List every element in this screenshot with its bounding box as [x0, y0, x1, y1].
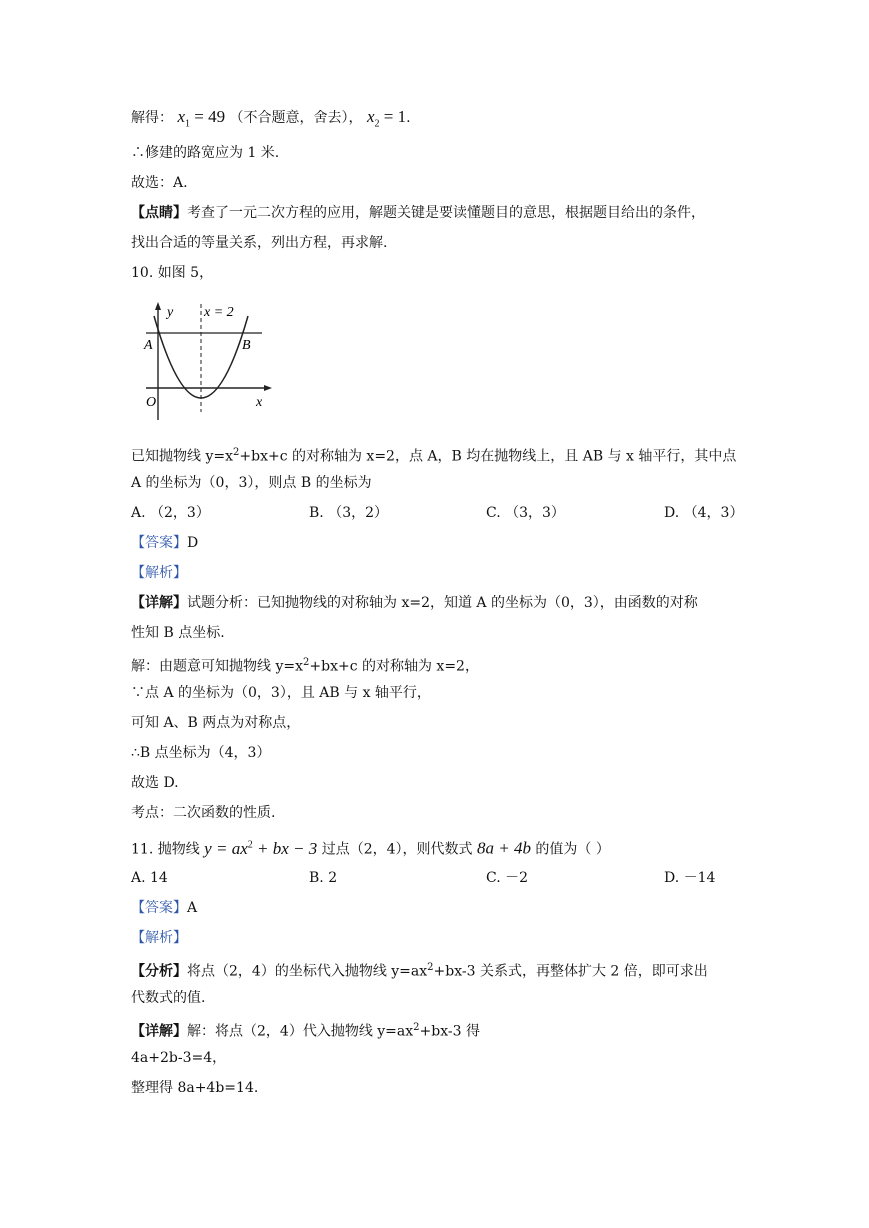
detail-tag: 【详解】: [131, 1023, 187, 1040]
point-a-label: A: [144, 338, 153, 353]
q11-expression: 8a + 4b: [476, 838, 531, 858]
q10-detail-1: 【详解】试题分析：已知抛物线的对称轴为 x=2，知道 A 的坐标为（0，3），由函数的对称: [131, 595, 698, 611]
q11-fenxi-2: 代数式的值.: [131, 990, 206, 1006]
solve-prefix: 解得：: [131, 110, 173, 126]
q11-option-b: B. 2: [309, 870, 338, 886]
fenxi-tag: 【分析】: [131, 963, 187, 980]
q10-solution-2: ∵点 A 的坐标为（0，3），且 AB 与 x 轴平行，: [131, 685, 431, 701]
solution-line: 解得： $x_1 = 49$ （不合题意，舍去）， $x_2 = 1$.: [131, 107, 411, 130]
q10-option-b: B. （3，2）: [309, 505, 389, 521]
q10-option-a: A. （2，3）: [131, 505, 210, 521]
x1-note: （不合题意，舍去），: [229, 110, 363, 126]
x-label: x: [256, 395, 263, 410]
q10-solution-4: ∴B 点坐标为（4，3）: [131, 745, 271, 761]
q10-option-d: D. （4，3）: [664, 505, 744, 521]
choice-line: 故选：A.: [131, 175, 188, 191]
q11-detail-1: 【详解】解：将点（2，4）代入抛物线 $y=ax^2+bx-3$ 得: [131, 1022, 480, 1040]
q11-option-d: D. －14: [664, 870, 716, 886]
q10-answer: 【答案】D: [131, 535, 199, 551]
q11-equation-1: 4a+2b-3=4，: [131, 1050, 227, 1066]
q11-formula: $y = ax^2$ + bx − 3: [204, 838, 318, 858]
q11-option-a: A. 14: [131, 870, 168, 886]
axis-label: x = 2: [204, 305, 234, 320]
q10-topic: 考点：二次函数的性质.: [131, 805, 276, 821]
q10-choice: 故选 D.: [131, 775, 179, 791]
therefore-line: ∴修建的路宽应为 1 米.: [131, 145, 280, 161]
q11-fenxi-1: 【分析】将点（2，4）的坐标代入抛物线 $y=ax^2+bx-3$ 关系式，再整体扩大 2 倍，即可求出: [131, 962, 708, 980]
q11-equation-2: 整理得 8a+4b=14.: [131, 1080, 259, 1096]
x-axis-arrow: [264, 385, 272, 391]
q10-solution-3: 可知 A、B 两点为对称点，: [131, 715, 301, 731]
point-b-label: B: [242, 338, 251, 353]
q10-solution-1: 解：由题意可知抛物线 $y=x^2+bx+c$ 的对称轴为 x=2，: [131, 657, 479, 675]
answer-tag: 【答案】: [131, 535, 187, 551]
q10-analysis-tag: 【解析】: [131, 565, 187, 581]
q10-detail-2: 性知 B 点坐标.: [131, 625, 225, 641]
x2-formula: $x_2 = 1$: [367, 107, 407, 130]
comment-line-1: 【点睛】考查了一元二次方程的应用，解题关键是要读懂题目的意思，根据题目给出的条件，: [131, 205, 705, 221]
parabola-figure: [140, 300, 280, 422]
answer-tag: 【答案】: [131, 900, 187, 916]
y-axis-arrow: [155, 302, 161, 310]
y-label: y: [167, 305, 174, 320]
comment-line-2: 找出合适的等量关系，列出方程，再求解.: [131, 235, 388, 251]
q11-stem: 11. 抛物线 $y = ax^2$ + bx − 3 过点（2，4），则代数式 8a + 4b 的值为（ ）: [131, 838, 610, 858]
q11-option-c: C. －2: [486, 870, 529, 886]
q11-answer: 【答案】A: [131, 900, 198, 916]
q10-intro: 10. 如图 5，: [131, 265, 214, 281]
q10-stem-1: 已知抛物线 $y=x^2+bx+c$ 的对称轴为 x=2，点 A，B 均在抛物线上，且 AB 与 x 轴平行，其中点: [131, 447, 737, 465]
x1-formula: $x_1 = 49$: [177, 107, 226, 130]
comment-tag: 【点睛】: [131, 205, 187, 221]
q10-option-c: C. （3，3）: [486, 505, 565, 521]
origin-label: O: [146, 395, 157, 410]
q10-stem-2: A 的坐标为（0，3），则点 B 的坐标为: [131, 475, 372, 491]
q11-analysis-tag: 【解析】: [131, 930, 187, 946]
detail-tag: 【详解】: [131, 595, 187, 611]
